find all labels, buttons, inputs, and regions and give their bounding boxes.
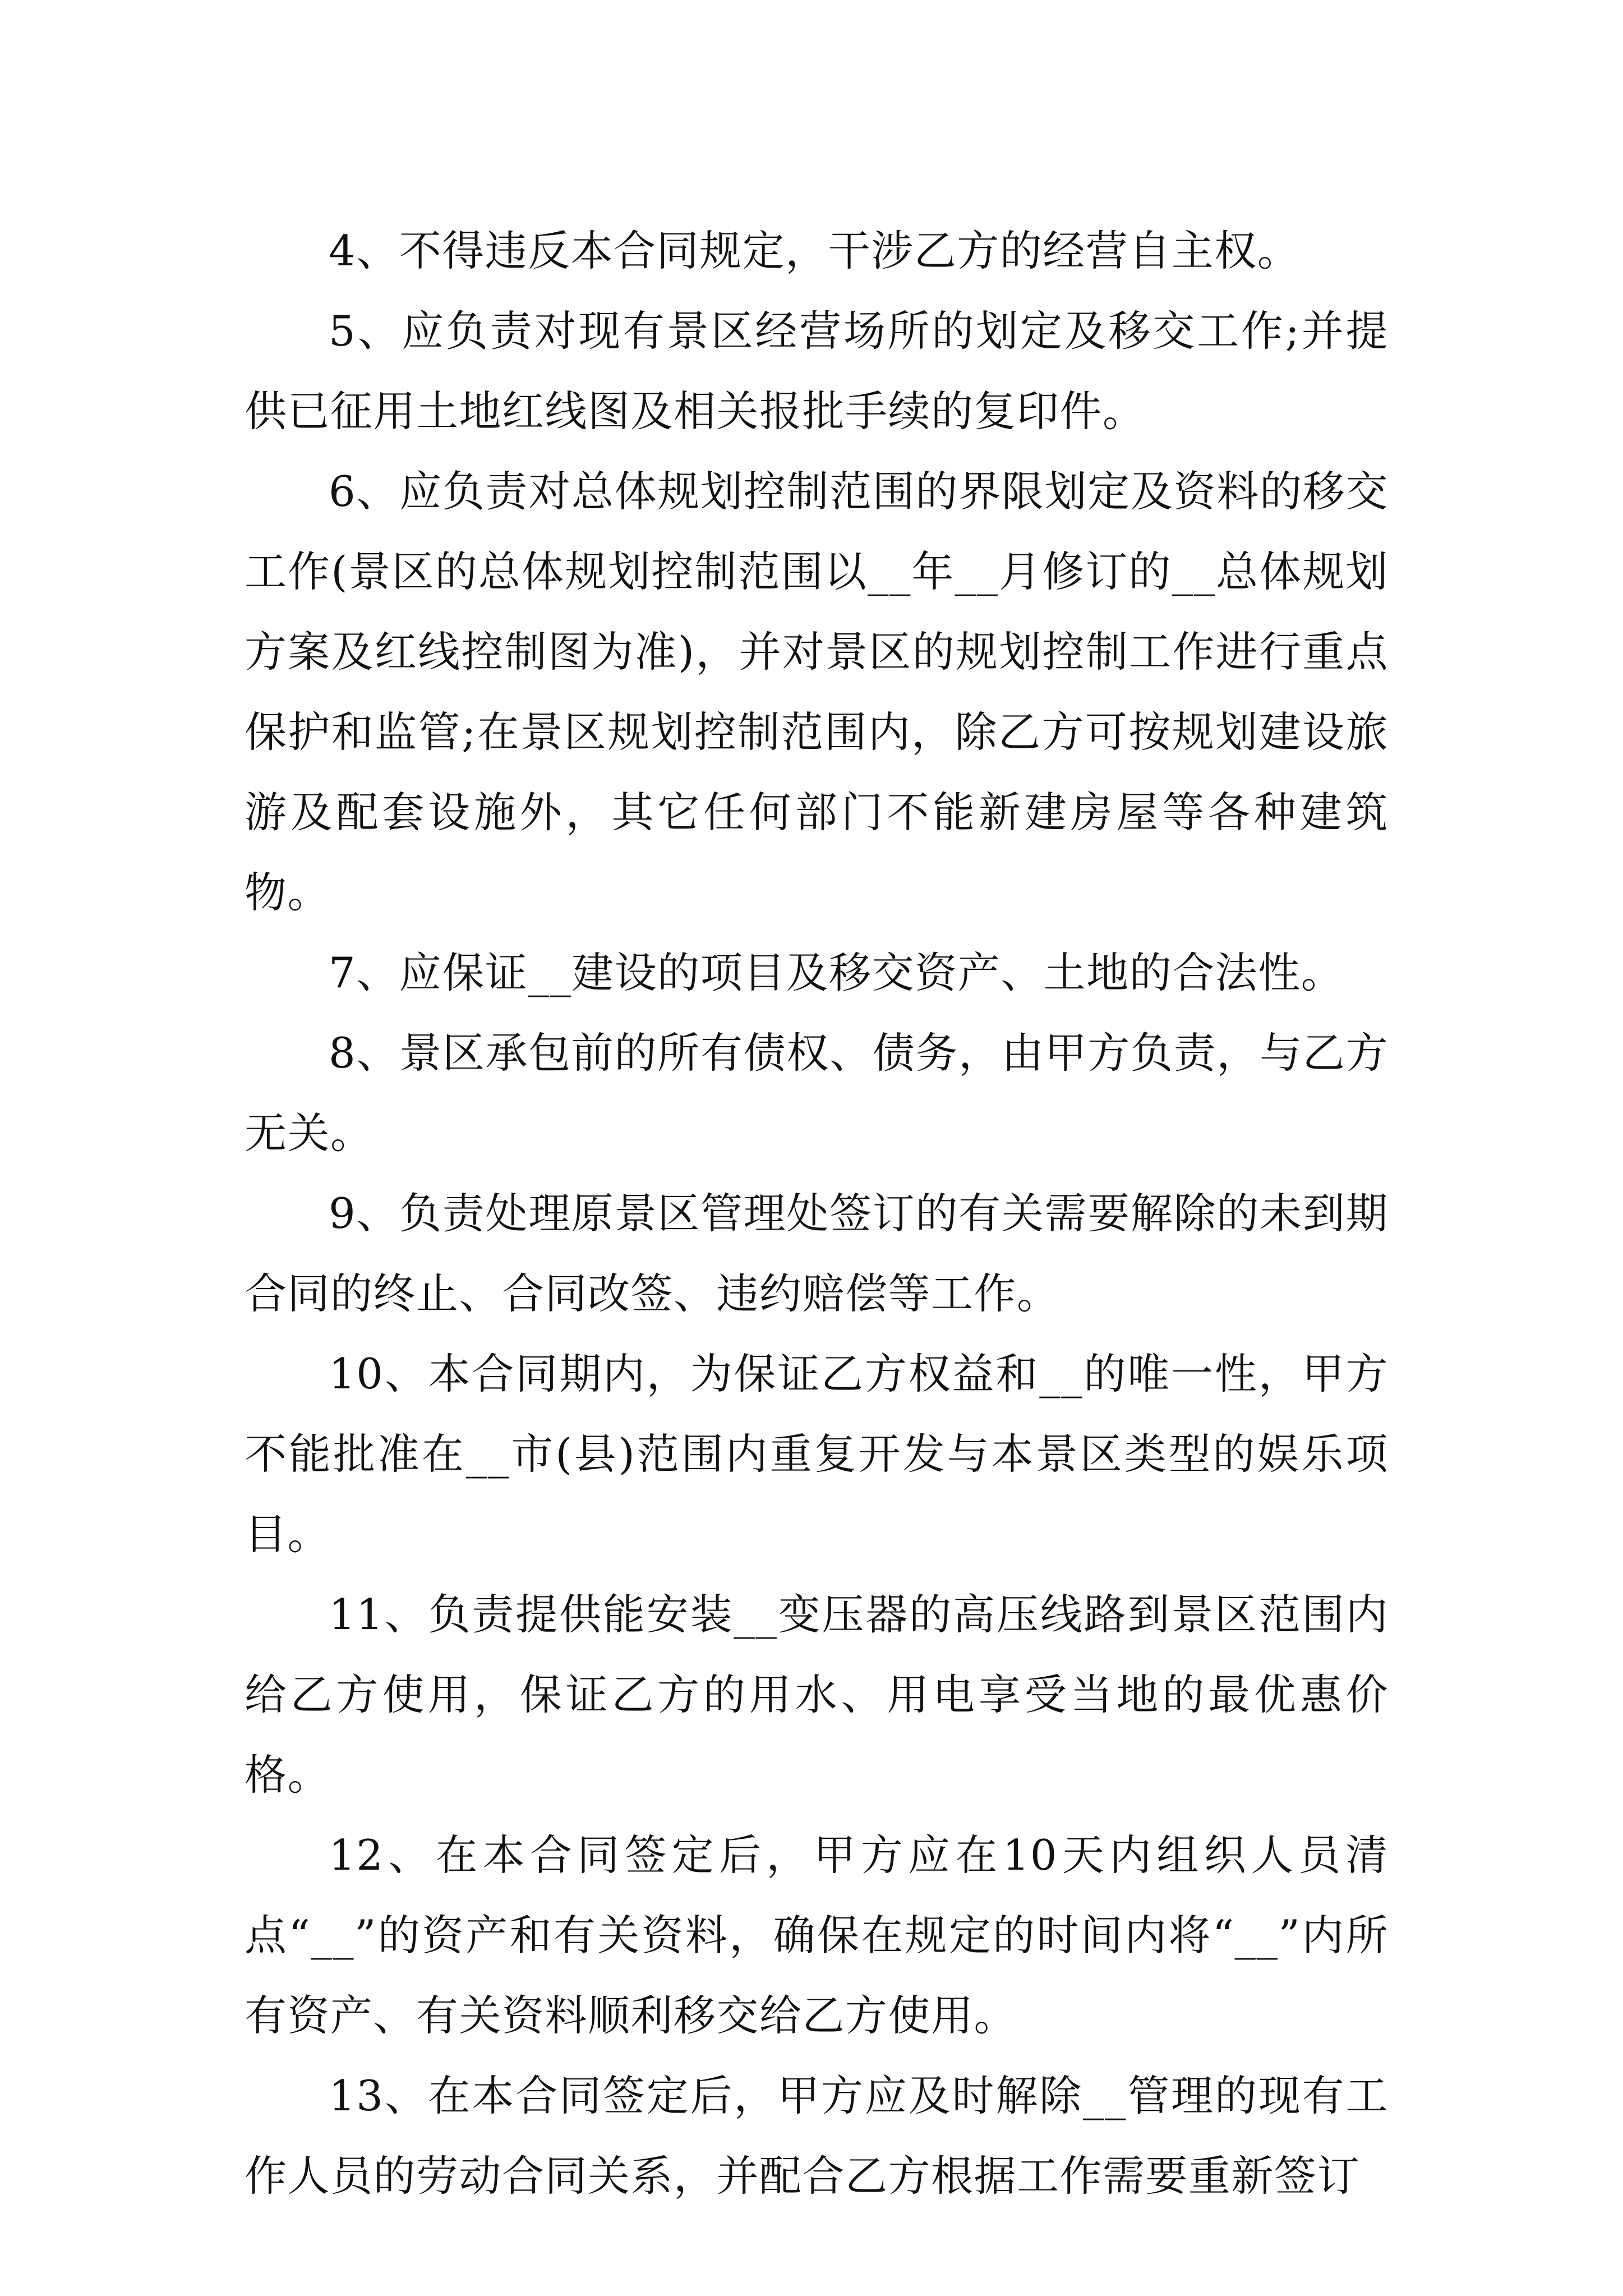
clause-10: 10、本合同期内，为保证乙方权益和__的唯一性，甲方不能批准在__市(县)范围内重复开发与本景区类型的娱乐项目。 <box>245 1349 1389 1559</box>
clause-7: 7、应保证__建设的项目及移交资产、土地的合法性。 <box>329 948 1344 997</box>
clause-6: 6、应负责对总体规划控制范围的界限划定及资料的移交工作(景区的总体规划控制范围以__年__月修订的__总体规划方案及红线控制图为准)，并对景区的规划控制工作进行重点保护和监管;在景区规划控制范围内，除乙方可按规划建设旅游及配套设施外，其它任何部门不能新建房屋等各种建筑物。 <box>245 467 1389 917</box>
clause-12: 12、在本合同签定后，甲方应在10天内组织人员清点“__”的资产和有关资料，确保在规定的时间内将“__”内所有资产、有关资料顺利移交给乙方使用。 <box>245 1830 1389 2040</box>
clause-13: 13、在本合同签定后，甲方应及时解除__管理的现有工作人员的劳动合同关系，并配合乙方根据工作需要重新签订 <box>245 2071 1389 2201</box>
contract-body <box>245 211 1389 2216</box>
clause-9: 9、负责处理原景区管理处签订的有关需要解除的未到期合同的终止、合同改签、违约赔偿等工作。 <box>245 1189 1389 1318</box>
clause-11: 11、负责提供能安装__变压器的高压线路到景区范围内给乙方使用，保证乙方的用水、用电享受当地的最优惠价格。 <box>245 1590 1389 1800</box>
clause-8: 8、景区承包前的所有债权、债务，由甲方负责，与乙方无关。 <box>245 1028 1389 1158</box>
clause-5: 5、应负责对现有景区经营场所的划定及移交工作;并提供已征用土地红线图及相关报批手续的复印件。 <box>245 306 1389 436</box>
clause-4: 4、不得违反本合同规定，干涉乙方的经营自主权。 <box>329 226 1301 275</box>
